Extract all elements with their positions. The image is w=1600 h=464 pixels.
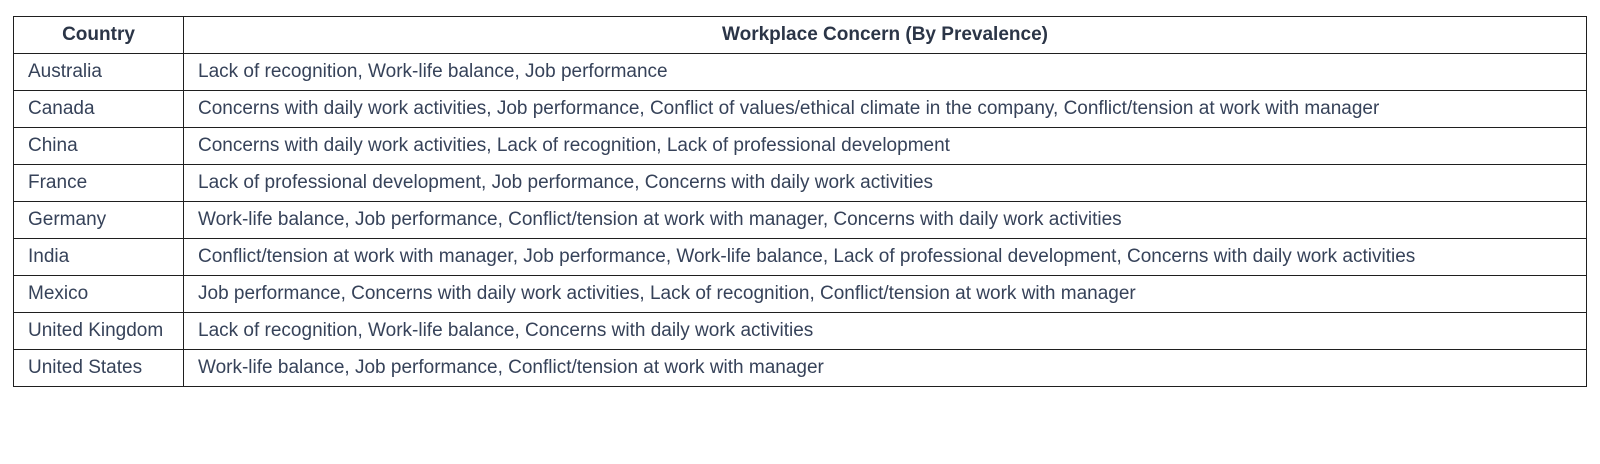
column-header-concern: Workplace Concern (By Prevalence) — [184, 17, 1587, 54]
table-row — [14, 91, 1587, 128]
table-row — [14, 350, 1587, 387]
country-cell: Germany — [14, 202, 184, 239]
table-container — [13, 16, 1587, 387]
concern-cell: Concerns with daily work activities, Job performance, Conflict of values/ethical climate in the company, Conflict/tension at work with manager — [184, 91, 1587, 128]
concern-cell: Job performance, Concerns with daily work activities, Lack of recognition, Conflict/tension at work with manager — [184, 276, 1587, 313]
concern-cell: Lack of recognition, Work-life balance, Job performance — [184, 54, 1587, 91]
table-row — [14, 313, 1587, 350]
table-row — [14, 276, 1587, 313]
country-cell: United States — [14, 350, 184, 387]
country-cell: France — [14, 165, 184, 202]
column-header-country: Country — [14, 17, 184, 54]
table-row — [14, 54, 1587, 91]
concern-cell: Concerns with daily work activities, Lack of recognition, Lack of professional development — [184, 128, 1587, 165]
table-row — [14, 128, 1587, 165]
country-cell: China — [14, 128, 184, 165]
concern-cell: Work-life balance, Job performance, Conflict/tension at work with manager — [184, 350, 1587, 387]
country-cell: Mexico — [14, 276, 184, 313]
country-cell: Australia — [14, 54, 184, 91]
country-cell: India — [14, 239, 184, 276]
country-cell: Canada — [14, 91, 184, 128]
table-row — [14, 239, 1587, 276]
country-cell: United Kingdom — [14, 313, 184, 350]
concern-cell: Lack of professional development, Job performance, Concerns with daily work activities — [184, 165, 1587, 202]
concern-cell: Conflict/tension at work with manager, Job performance, Work-life balance, Lack of professional development, Concerns with daily work activities — [184, 239, 1587, 276]
table-row — [14, 202, 1587, 239]
concern-cell: Work-life balance, Job performance, Conflict/tension at work with manager, Concerns with daily work activities — [184, 202, 1587, 239]
concern-cell: Lack of recognition, Work-life balance, Concerns with daily work activities — [184, 313, 1587, 350]
workplace-concern-table — [13, 16, 1587, 387]
table-header-row — [14, 17, 1587, 54]
table-row — [14, 165, 1587, 202]
